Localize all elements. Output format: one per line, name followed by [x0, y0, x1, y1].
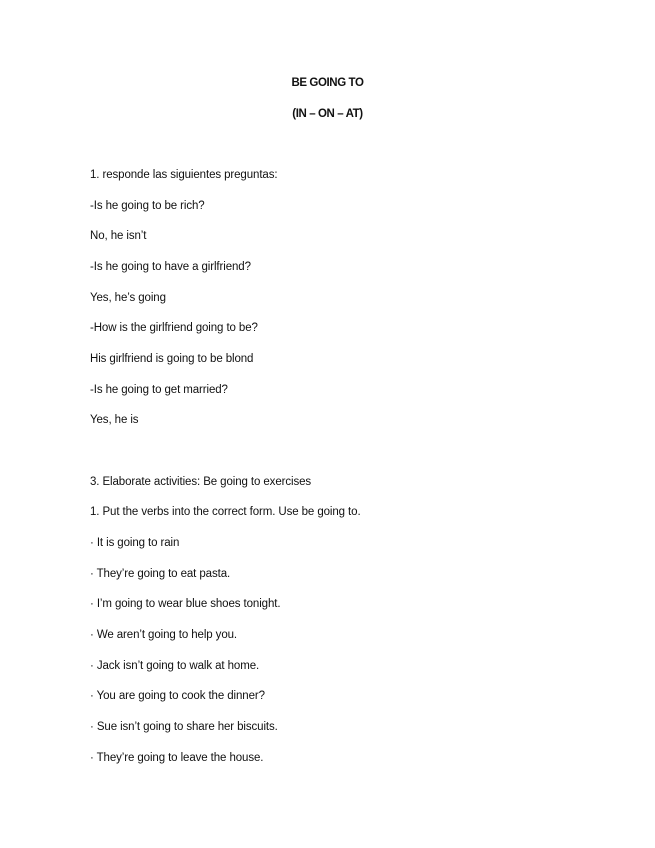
question-line: -How is the girlfriend going to be?: [90, 322, 258, 334]
exercise-item: · We aren’t going to help you.: [90, 629, 238, 641]
exercise-item: · They’re going to leave the house.: [90, 752, 264, 764]
section-1-heading: 1. responde las siguientes preguntas:: [90, 169, 278, 181]
page-title: BE GOING TO: [291, 77, 364, 89]
exercise-instruction: 1. Put the verbs into the correct form. Use be going to.: [90, 506, 361, 518]
answer-line: His girlfriend is going to be blond: [90, 353, 254, 365]
exercise-item: · I’m going to wear blue shoes tonight.: [90, 598, 281, 610]
page-subtitle: (IN – ON – AT): [292, 108, 363, 120]
answer-line: No, he isn’t: [90, 230, 147, 242]
answer-line: Yes, he is: [90, 414, 139, 426]
exercise-item: · Sue isn’t going to share her biscuits.: [90, 721, 278, 733]
question-line: -Is he going to be rich?: [90, 200, 205, 212]
exercise-item: · It is going to rain: [90, 537, 180, 549]
question-line: -Is he going to have a girlfriend?: [90, 261, 251, 273]
answer-line: Yes, he’s going: [90, 292, 166, 304]
exercise-item: · Jack isn’t going to walk at home.: [90, 660, 260, 672]
exercise-item: · You are going to cook the dinner?: [90, 690, 265, 702]
exercise-item: · They’re going to eat pasta.: [90, 568, 231, 580]
question-line: -Is he going to get married?: [90, 384, 228, 396]
section-3-heading: 3. Elaborate activities: Be going to exercises: [90, 476, 312, 488]
